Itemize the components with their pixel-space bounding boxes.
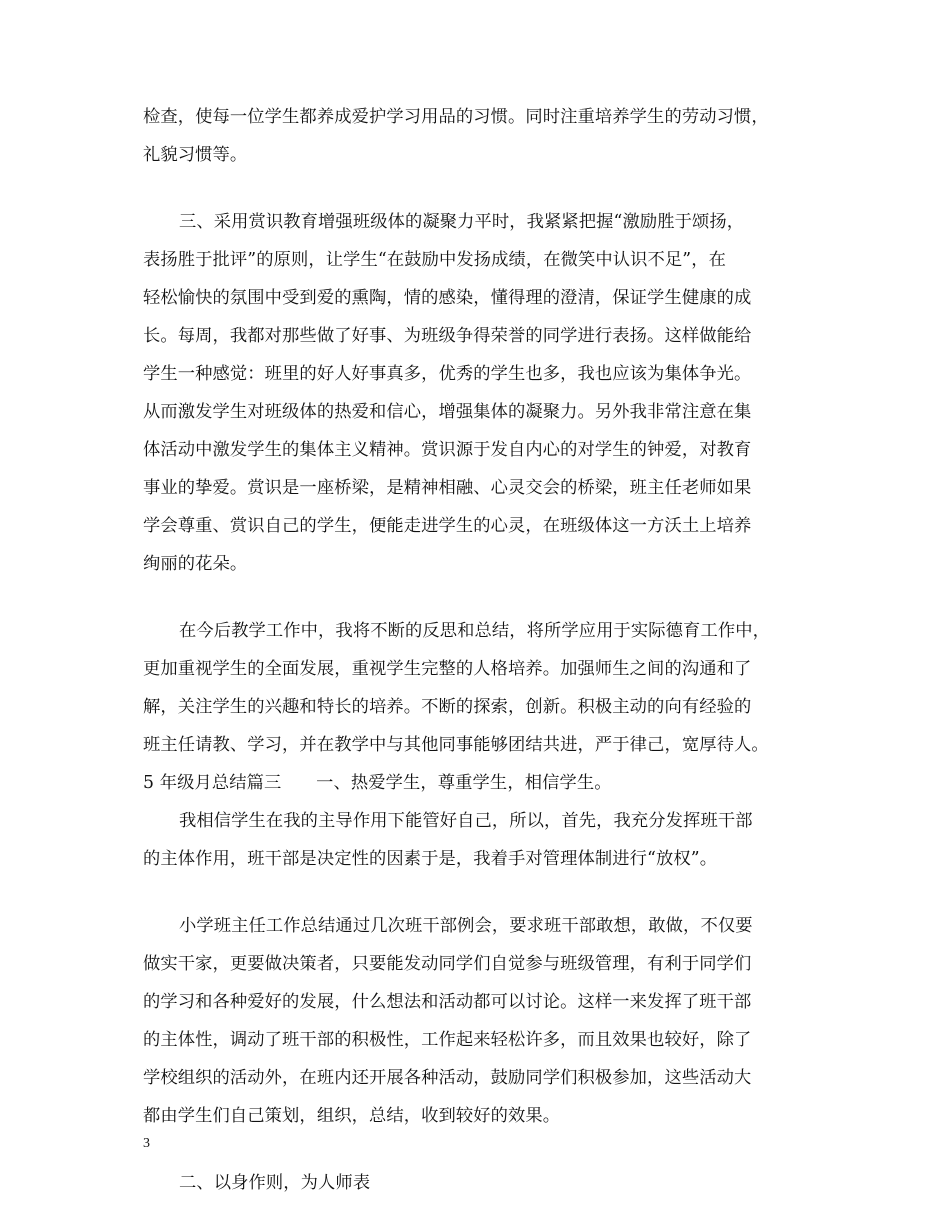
text-line: 做实干家，更要做决策者，只要能发动同学们自觉参与班级管理，有利于同学们 xyxy=(143,954,752,974)
text-line: 从而激发学生对班级体的热爱和信心，增强集体的凝聚力。另外我非常注意在集 xyxy=(143,402,752,422)
text-line: 绚丽的花朵。 xyxy=(143,554,248,574)
text-line: 学会尊重、赏识自己的学生，便能走进学生的心灵，在班级体这一方沃土上培养 xyxy=(143,516,752,536)
text-line: 的主体性，调动了班干部的积极性，工作起来轻松许多，而且效果也较好，除了 xyxy=(143,1030,752,1050)
text-line: 解，关注学生的兴趣和特长的培养。不断的探索，创新。积极主动的向有经验的 xyxy=(143,697,752,717)
text-line: 二、以身作则，为人师表 xyxy=(179,1173,371,1193)
text-line: 都由学生们自己策划，组织，总结，收到较好的效果。 xyxy=(143,1106,561,1126)
text-line: 的主体作用，班干部是决定性的因素于是，我着手对管理体制进行“放权”。 xyxy=(143,849,718,869)
text-line: 学生一种感觉：班里的好人好事真多，优秀的学生也多，我也应该为集体争光。 xyxy=(143,364,752,384)
text-line: 体活动中激发学生的集体主义精神。赏识源于发自内心的对学生的钟爱，对教育 xyxy=(143,440,752,460)
text-line: 表扬胜于批评”的原则，让学生“在鼓励中发扬成绩，在微笑中认识不足”，在 xyxy=(143,250,727,270)
text-line: 轻松愉快的氛围中受到爱的熏陶，情的感染，懂得理的澄清，保证学生健康的成 xyxy=(143,288,752,308)
text-line: 事业的挚爱。赏识是一座桥梁，是精神相融、心灵交会的桥梁，班主任老师如果 xyxy=(143,478,752,498)
text-line: 的学习和各种爱好的发展，什么想法和活动都可以讨论。这样一来发挥了班干部 xyxy=(143,992,752,1012)
text-line: 礼貌习惯等。 xyxy=(143,145,248,165)
text-line: 小学班主任工作总结通过几次班干部例会，要求班干部敢想，敢做，不仅要 xyxy=(179,916,753,936)
text-line: 三、采用赏识教育增强班级体的凝聚力平时，我紧紧把握“激励胜于颂扬， xyxy=(179,212,745,232)
text-line: 检查，使每一位学生都养成爱护学习用品的习惯。同时注重培养学生的劳动习惯， xyxy=(143,107,769,127)
text-line: 更加重视学生的全面发展，重视学生完整的人格培养。加强师生之间的沟通和了 xyxy=(143,659,752,679)
text-line: 学校组织的活动外，在班内还开展各种活动，鼓励同学们积极参加，这些活动大 xyxy=(143,1068,752,1088)
text-line: 在今后教学工作中，我将不断的反思和总结，将所学应用于实际德育工作中， xyxy=(179,621,770,641)
text-line: 班主任请教、学习，并在教学中与其他同事能够团结共进，严于律己，宽厚待人。 xyxy=(143,735,769,755)
text-line: 长。每周，我都对那些做了好事、为班级争得荣誉的同学进行表扬。这样做能给 xyxy=(143,326,752,346)
text-line: 我相信学生在我的主导作用下能管好自己，所以，首先，我充分发挥班干部 xyxy=(179,811,753,831)
text-line: 5 年级月总结篇三 一、热爱学生，尊重学生，相信学生。 xyxy=(143,773,612,793)
page-number: 3 xyxy=(143,1136,150,1151)
